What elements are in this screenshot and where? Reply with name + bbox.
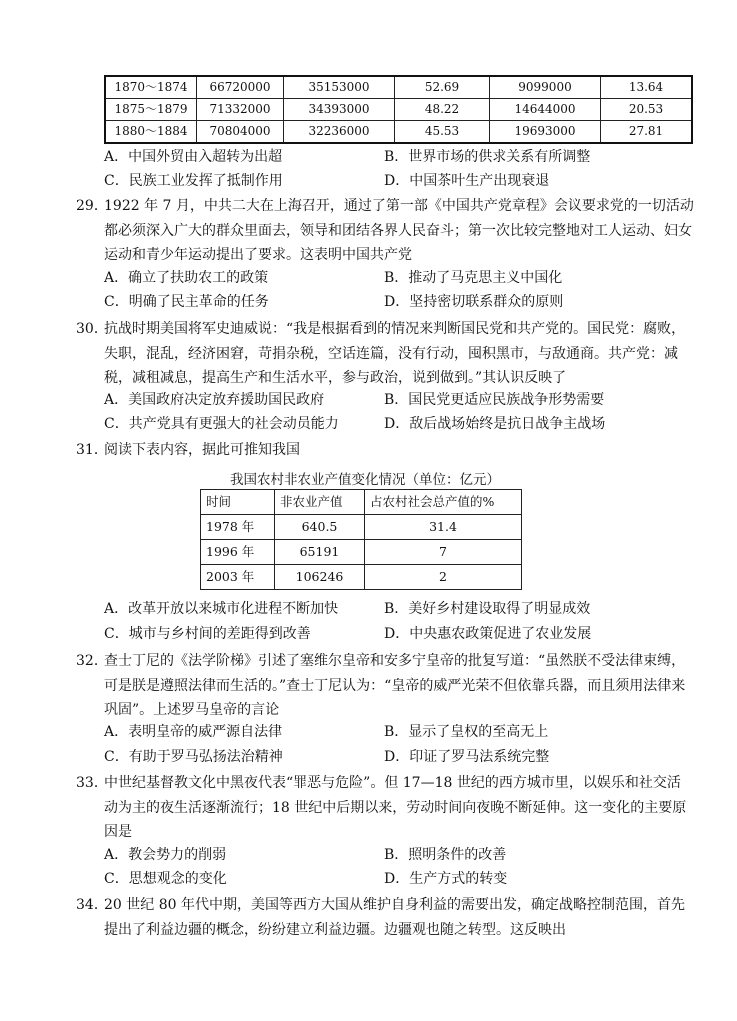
table-cell: 7	[365, 540, 522, 565]
table-cell: 19693000	[490, 121, 601, 144]
q32-stem	[76, 649, 694, 723]
q29-option-a: A．确立了扶助农工的政策	[104, 270, 269, 286]
q33-text: 中世纪基督教文化中黑夜代表“罪恶与危险”。但 17—18 世纪的西方城市里，以娱乐和社交活动为主的夜生活逐渐流行；18 世纪中后期以来，劳动时间向夜晚不断延伸。这一变化的主要原因是	[104, 775, 687, 840]
table-cell: 640.5	[275, 515, 365, 540]
table-cell: 1880～1884	[105, 121, 197, 144]
table-cell: 13.64	[601, 76, 693, 99]
q29-option-c: C．明确了民主革命的任务	[104, 294, 269, 310]
rural-output-table	[200, 489, 522, 590]
table-cell: 1875～1879	[105, 99, 197, 121]
q29-option-d: D．坚持密切联系群众的原则	[384, 294, 564, 310]
q31-option-b: B．美好乡村建设取得了明显成效	[384, 601, 591, 617]
q28-option-a: A．中国外贸由入超转为出超	[104, 149, 283, 165]
q29-text: 1922 年 7 月，中共二大在上海召开，通过了第一部《中国共产党章程》会议要求党的一切活动都必须深入广大的群众里面去，领导和团结各界人民奋斗；第一次比较完整地对工人运动、妇女运动和青少年运动提出了要求。这表明中国共产党	[104, 198, 694, 263]
table-cell: 1996 年	[201, 540, 275, 565]
table-row	[201, 565, 522, 590]
q31-text: 阅读下表内容，据此可推知我国	[104, 442, 300, 458]
q28-option-b: B．世界市场的供求关系有所调整	[384, 149, 591, 165]
table-cell: 52.69	[395, 76, 490, 99]
q34-number: 34．	[76, 897, 108, 913]
table-cell: 65191	[275, 540, 365, 565]
q30-text: 抗战时期美国将军史迪威说：“我是根据看到的情况来判断国民党和共产党的。国民党：腐败，失职，混乱，经济困窘，苛捐杂税，空话连篇，没有行动，囤积黑市，与敌通商。共产党：减税，减租减息，提高生产和生活水平，参与政治，说到做到。”其认识反映了	[104, 321, 686, 386]
table-row	[201, 515, 522, 540]
q28-option-c: C．民族工业发挥了抵制作用	[104, 173, 283, 189]
q32-text: 查士丁尼的《法学阶梯》引述了塞维尔皇帝和安多宁皇帝的批复写道：“虽然朕不受法律束缚，可是朕是遵照法律而生活的。”查士丁尼认为：“皇帝的威严光荣不但依靠兵器，而且须用法律来巩固”。上述罗马皇帝的言论	[104, 653, 686, 718]
table-row	[105, 76, 692, 99]
q31-option-c: C．城市与乡村间的差距得到改善	[104, 626, 311, 642]
table-row	[201, 540, 522, 565]
table-row	[105, 121, 692, 144]
table-cell: 9099000	[490, 76, 601, 99]
q32-option-d: D．印证了罗马法系统完整	[384, 749, 550, 765]
table-cell: 70804000	[197, 121, 284, 144]
table-cell: 1870～1874	[105, 76, 197, 99]
table-cell: 27.81	[601, 121, 693, 144]
q31-option-d: D．中央惠农政策促进了农业发展	[384, 626, 592, 642]
table-cell: 31.4	[365, 515, 522, 540]
q29-number: 29．	[76, 198, 108, 214]
q31-table-caption: 我国农村非农业产值变化情况（单位：亿元）	[230, 472, 500, 488]
table-cell: 14644000	[490, 99, 601, 121]
table-header-cell: 非农业产值	[275, 490, 365, 515]
table-row	[105, 99, 692, 121]
q30-option-b: B．国民党更适应民族战争形势需要	[384, 392, 605, 408]
q28-option-d: D．中国茶叶生产出现衰退	[384, 173, 550, 189]
table-cell: 20.53	[601, 99, 693, 121]
q30-number: 30．	[76, 321, 108, 337]
q32-option-c: C．有助于罗马弘扬法治精神	[104, 749, 283, 765]
table-cell: 66720000	[197, 76, 284, 99]
table-header-cell: 占农村社会总产值的%	[365, 490, 522, 515]
q31-option-a: A．改革开放以来城市化进程不断加快	[104, 601, 339, 617]
q32-option-b: B．显示了皇权的至高无上	[384, 724, 549, 740]
table-cell: 48.22	[395, 99, 490, 121]
table-cell: 1978 年	[201, 515, 275, 540]
table-cell: 45.53	[395, 121, 490, 144]
q33-option-b: B．照明条件的改善	[384, 847, 507, 863]
q34-stem	[76, 893, 694, 942]
q33-number: 33．	[76, 775, 108, 791]
q30-stem	[76, 317, 694, 391]
table-cell: 2003 年	[201, 565, 275, 590]
trade-data-table	[104, 75, 693, 144]
q30-option-c: C．共产党具有更强大的社会动员能力	[104, 416, 339, 432]
q29-stem	[76, 194, 694, 268]
q32-option-a: A．表明皇帝的威严源自法律	[104, 724, 283, 740]
q32-number: 32．	[76, 653, 108, 669]
q31-number: 31．	[76, 442, 108, 458]
table-cell: 71332000	[197, 99, 284, 121]
q31-stem	[76, 438, 694, 463]
table-cell: 2	[365, 565, 522, 590]
table-cell: 35153000	[284, 76, 395, 99]
q29-option-b: B．推动了马克思主义中国化	[384, 270, 563, 286]
table-cell: 106246	[275, 565, 365, 590]
q33-option-c: C．思想观念的变化	[104, 871, 227, 887]
q34-text: 20 世纪 80 年代中期，美国等西方大国从维护自身利益的需要出发，确定战略控制范围，首先提出了利益边疆的概念，纷纷建立利益边疆。边疆观也随之转型。这反映出	[104, 897, 685, 938]
q30-option-d: D．敌后战场始终是抗日战争主战场	[384, 416, 606, 432]
q33-option-a: A．教会势力的削弱	[104, 847, 227, 863]
table-cell: 32236000	[284, 121, 395, 144]
q30-option-a: A．美国政府决定放弃援助国民政府	[104, 392, 325, 408]
q33-stem	[76, 771, 694, 845]
table-header-cell: 时间	[201, 490, 275, 515]
q33-option-d: D．生产方式的转变	[384, 871, 508, 887]
table-cell: 34393000	[284, 99, 395, 121]
